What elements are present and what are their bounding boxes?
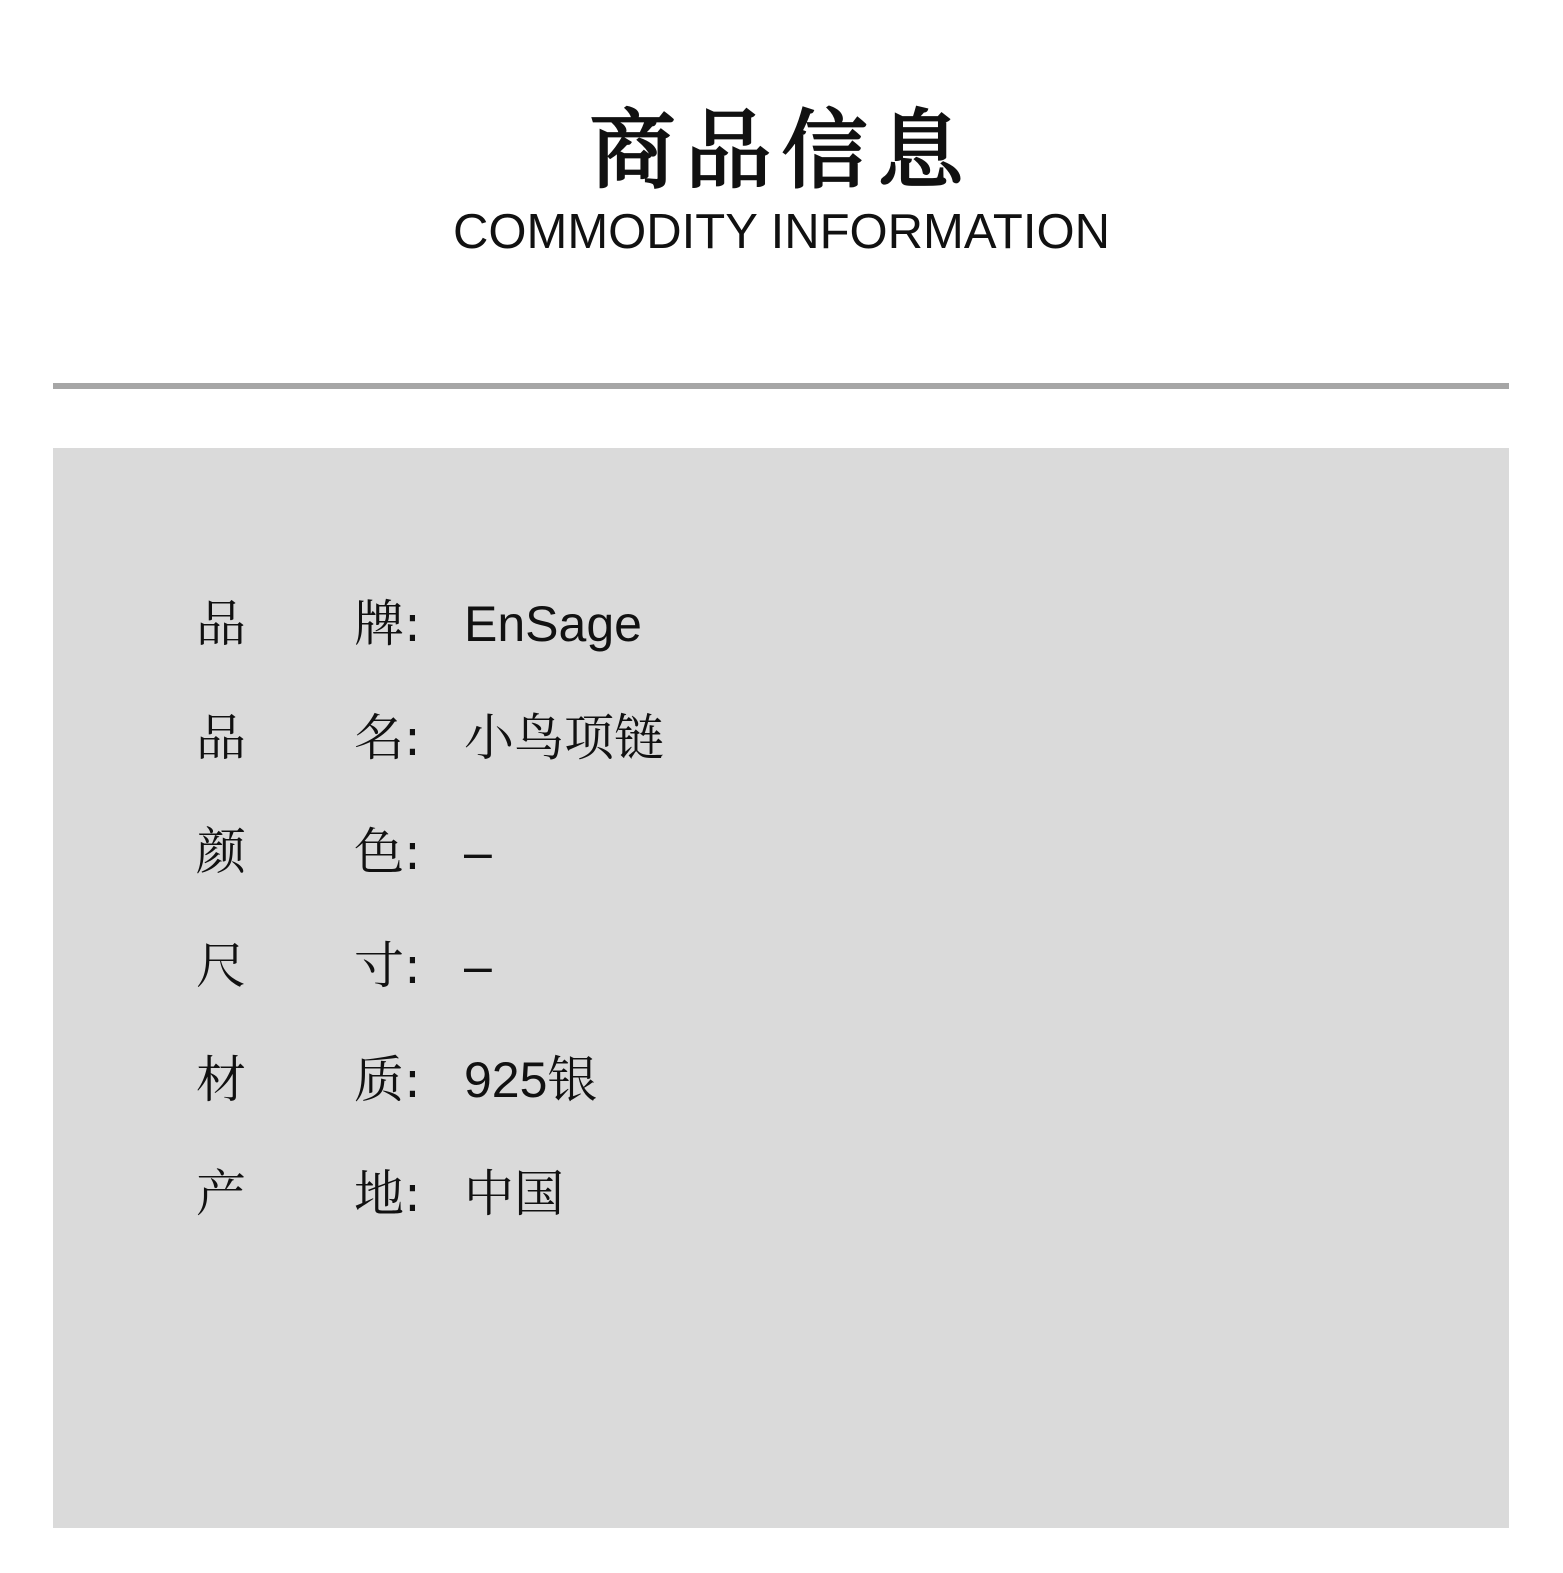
spec-colon: : xyxy=(404,823,421,881)
spec-colon: : xyxy=(404,1051,421,1109)
spec-label-first: 尺 xyxy=(196,937,246,995)
spec-row-color xyxy=(196,812,1396,892)
spec-colon: : xyxy=(404,595,421,653)
spec-row-name xyxy=(196,698,1396,778)
spec-label-second: 色 xyxy=(354,823,404,881)
spec-label-second: 牌 xyxy=(354,595,404,653)
spec-label-first: 产 xyxy=(196,1165,246,1223)
spec-row-origin xyxy=(196,1154,1396,1234)
spec-panel xyxy=(53,448,1509,1528)
spec-colon: : xyxy=(404,1165,421,1223)
spec-row-brand xyxy=(196,584,1396,664)
spec-value: 小鸟项链 xyxy=(464,710,664,766)
title-divider xyxy=(53,383,1509,389)
spec-label-second: 寸 xyxy=(354,937,404,995)
spec-value: 925银 xyxy=(464,1052,598,1108)
spec-label-second: 名 xyxy=(354,709,404,767)
spec-label-first: 品 xyxy=(196,595,246,653)
spec-value: 中国 xyxy=(464,1166,564,1222)
spec-label-first: 品 xyxy=(196,709,246,767)
spec-value: EnSage xyxy=(464,596,642,652)
spec-row-size xyxy=(196,926,1396,1006)
spec-value: – xyxy=(464,824,492,880)
spec-colon: : xyxy=(404,937,421,995)
page-title-cn: 商品信息 xyxy=(589,101,974,201)
spec-colon: : xyxy=(404,709,421,767)
spec-label-second: 地 xyxy=(354,1165,404,1223)
spec-label-first: 颜 xyxy=(196,823,246,881)
spec-value: – xyxy=(464,938,492,994)
spec-row-material xyxy=(196,1040,1396,1120)
spec-label-first: 材 xyxy=(196,1051,246,1109)
spec-label-second: 质 xyxy=(354,1051,404,1109)
page-title-en: COMMODITY INFORMATION xyxy=(453,205,1110,259)
